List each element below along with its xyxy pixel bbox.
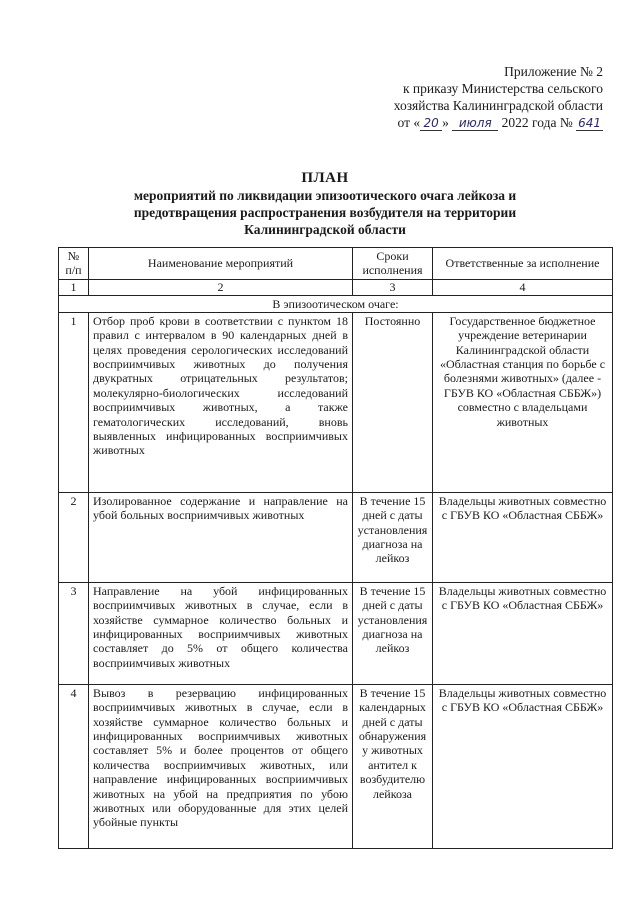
row-number: 1 xyxy=(59,312,89,492)
date-mid: » xyxy=(442,115,449,130)
row-term: Постоянно xyxy=(353,312,433,492)
row-responsible: Владельцы животных совместно с ГБУВ КО «Областная СББЖ» xyxy=(433,582,613,684)
row-responsible: Государственное бюджетное учреждение ветеринарии Калининградской области «Областная станция по борьбе с болезнями животных» (далее - ГБУВ КО «Областная СББЖ») совместно с владельцами животных xyxy=(433,312,613,492)
column-number-row xyxy=(59,279,613,295)
header-action: Наименование мероприятий xyxy=(89,248,353,280)
row-action: Вывоз в резервацию инфицированных восприимчивых животных в случае, если в хозяйстве суммарное количество больных и инфицированных восприимчивых животных составляет 5% и более процентов от общего количества восприимчивых животных, или направление инфицированных восприимчивых животных на убой на предприятия по убою животных или оборудованные для этих целей убойные пункты xyxy=(89,684,353,848)
row-action: Направление на убой инфицированных восприимчивых животных в случае, если в хозяйстве суммарное количество больных и инфицированных восприимчивых животных составляет до 5% от общего количества восприимчивых животных xyxy=(89,582,353,684)
date-year: 2022 года № xyxy=(501,115,573,130)
row-number: 4 xyxy=(59,684,89,848)
row-term: В течение 15 дней с даты установления диагноза на лейкоз xyxy=(353,492,433,582)
handwritten-order-number: 641 xyxy=(578,116,601,130)
title-subtitle-1: мероприятий по ликвидации эпизоотического очага лейкоза и xyxy=(133,188,517,203)
handwritten-month: июля xyxy=(452,117,498,131)
title-subtitle-2: предотвращения распространения возбудителя на территории xyxy=(133,205,517,220)
col-number-2: 2 xyxy=(89,279,353,295)
title-subtitle-3: Калининградской области xyxy=(244,222,406,237)
plan-table xyxy=(58,247,613,849)
table-row xyxy=(59,582,613,684)
row-action: Изолированное содержание и направление на убой больных восприимчивых животных xyxy=(89,492,353,582)
annex-title: Приложение № 2 xyxy=(504,64,603,79)
row-action: Отбор проб крови в соответствии с пунктом 18 правил с интервалом в 90 календарных дней в целях проведения серологических исследований восприимчивых животных до получения двукратных отрицательных результатов; молекулярно-биологических исследований восприимчивых животных, а также гематологических исследований, вновь выявленных инфицированных восприимчивых животных xyxy=(89,312,353,492)
header-row xyxy=(59,248,613,280)
row-term: В течение 15 календарных дней с даты обнаружения у животных антител к возбудителю лейкоза xyxy=(353,684,433,848)
section-title: В эпизоотическом очаге: xyxy=(59,295,613,312)
row-number: 3 xyxy=(59,582,89,684)
row-responsible: Владельцы животных совместно с ГБУВ КО «Областная СББЖ» xyxy=(433,492,613,582)
col-number-1: 1 xyxy=(59,279,89,295)
row-term: В течение 15 дней с даты установления диагноза на лейкоз xyxy=(353,582,433,684)
annex-date-line xyxy=(394,114,603,131)
annex-ministry: хозяйства Калининградской области xyxy=(393,98,603,113)
col-number-4: 4 xyxy=(433,279,613,295)
annex-order-ref: к приказу Министерства сельского xyxy=(402,81,603,96)
header-number: № п/п xyxy=(59,248,89,280)
table-row xyxy=(59,684,613,848)
table-row xyxy=(59,312,613,492)
plan-title xyxy=(70,169,580,238)
date-prefix: от « xyxy=(397,115,421,130)
header-term: Сроки исполнения xyxy=(353,248,433,280)
col-number-3: 3 xyxy=(353,279,433,295)
table-row xyxy=(59,492,613,582)
annex-header xyxy=(394,63,603,131)
header-responsible: Ответственные за исполнение xyxy=(433,248,613,280)
handwritten-day: 20 xyxy=(420,117,442,131)
title-main: ПЛАН xyxy=(301,170,349,186)
row-responsible: Владельцы животных совместно с ГБУВ КО «Областная СББЖ» xyxy=(433,684,613,848)
row-number: 2 xyxy=(59,492,89,582)
section-row xyxy=(59,295,613,312)
